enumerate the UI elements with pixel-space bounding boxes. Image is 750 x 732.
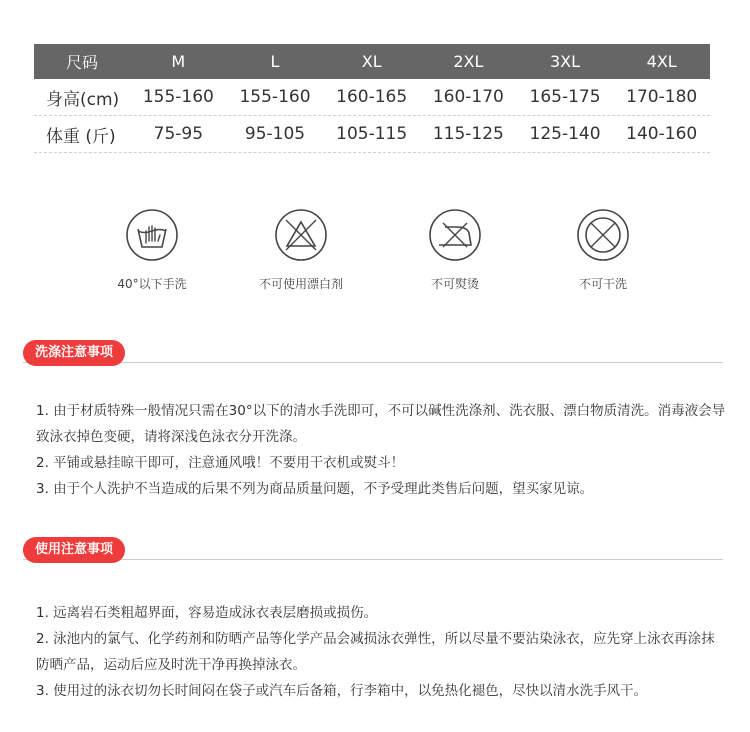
- header-cell: M: [171, 52, 186, 71]
- row-label: 身高(cm): [46, 89, 120, 110]
- table-cell: 155-160: [142, 87, 214, 107]
- list-item: 3. 由于个人洗护不当造成的后果不列为商品质量问题，不予受理此类售后问题，望买家见谅。: [36, 481, 594, 497]
- table-cell: 125-140: [529, 124, 601, 144]
- care-item-hand-wash: [87, 207, 217, 292]
- care-label: 不可使用漂白剂: [258, 277, 343, 291]
- table-cell: 160-165: [336, 87, 408, 107]
- usage-section-title: 使用注意事项: [23, 537, 125, 563]
- care-label: 40°以下手洗: [117, 277, 187, 291]
- hand-wash-40-icon: [124, 207, 180, 263]
- header-cell: 3XL: [549, 52, 581, 71]
- washing-notes: [36, 398, 726, 502]
- header-cell: 尺码: [65, 53, 98, 72]
- care-icons: [0, 207, 750, 291]
- care-label: 不可熨烫: [430, 277, 479, 291]
- care-label: 不可干洗: [578, 277, 627, 291]
- table-row: [34, 116, 710, 153]
- no-bleach-icon: [273, 207, 329, 263]
- table-cell: 140-160: [626, 124, 698, 144]
- header-cell: 4XL: [646, 52, 677, 71]
- usage-notes: [36, 600, 726, 704]
- washing-section-header: [23, 340, 723, 368]
- list-item: 3. 使用过的泳衣切勿长时间闷在袋子或汽车后备箱，行李箱中，以免热化褪色，尽快以清水洗手风干。: [36, 683, 648, 699]
- table-cell: 115-125: [432, 124, 504, 144]
- divider: [23, 559, 723, 560]
- table-cell: 105-115: [336, 124, 408, 144]
- row-label: 体重 (斤): [46, 126, 116, 147]
- list-item: 2. 平铺或悬挂晾干即可，注意通风哦！不要用干衣机或熨斗！: [36, 455, 405, 471]
- care-item-no-bleach: [236, 207, 366, 292]
- no-iron-icon: [427, 207, 483, 263]
- table-cell: 95-105: [244, 124, 306, 144]
- table-cell: 155-160: [239, 87, 311, 107]
- table-cell: 75-95: [153, 124, 204, 144]
- care-item-no-dry-clean: [538, 207, 668, 292]
- table-cell: 160-170: [432, 87, 504, 107]
- table-row: [34, 79, 710, 116]
- header-cell: XL: [361, 52, 382, 71]
- table-cell: 170-180: [626, 87, 698, 107]
- header-cell: 2XL: [453, 52, 484, 71]
- no-dry-clean-icon: [575, 207, 631, 263]
- care-item-no-iron: [390, 207, 520, 292]
- list-item: 2. 泳池内的氯气、化学药剂和防晒产品等化学产品会减损泳衣弹性，所以尽量不要沾染泳衣，应先穿上泳衣再涂抹防晒产品，运动后应及时洗干净再换掉泳衣。: [36, 631, 715, 673]
- size-table: [34, 44, 710, 153]
- table-cell: 165-175: [529, 87, 601, 107]
- usage-section-header: [23, 537, 723, 565]
- header-cell: L: [270, 52, 280, 71]
- washing-section-title: 洗涤注意事项: [23, 340, 125, 366]
- divider: [23, 362, 723, 363]
- list-item: 1. 远离岩石类粗超界面，容易造成泳衣表层磨损或损伤。: [36, 605, 378, 621]
- list-item: 1. 由于材质特殊一般情况只需在30°以下的清水手洗即可，不可以碱性洗涤剂、洗衣服、漂白物质清洗。消毒液会导致泳衣掉色变硬，请将深浅色泳衣分开洗涤。: [36, 403, 726, 445]
- size-table-header: [34, 44, 710, 79]
